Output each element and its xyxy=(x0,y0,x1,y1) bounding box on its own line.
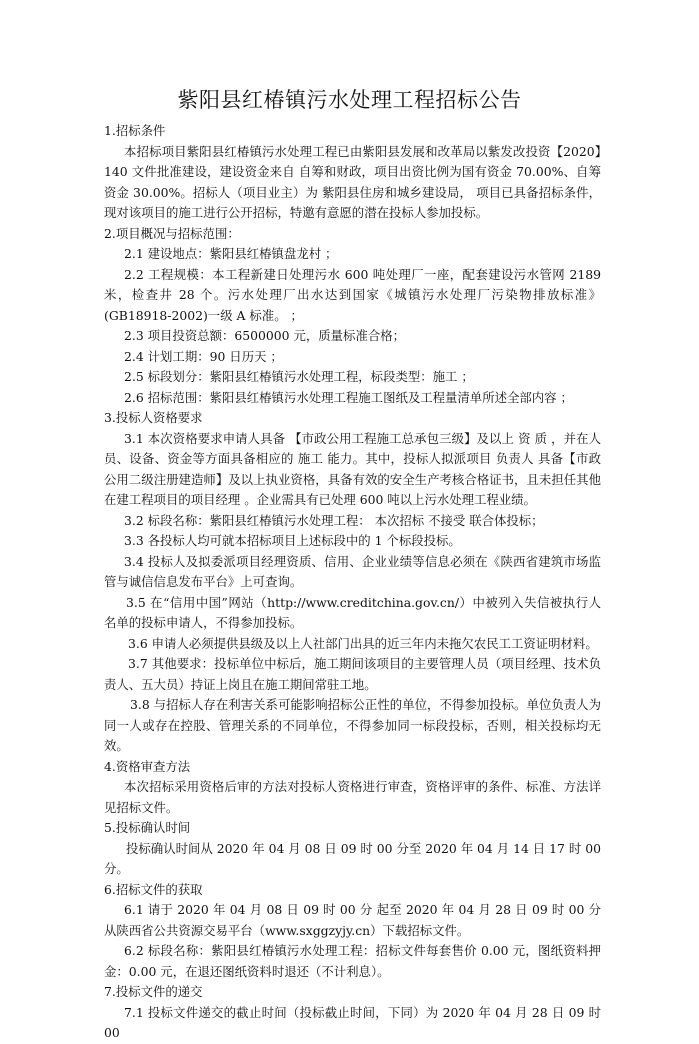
section-heading: 6.招标文件的获取 xyxy=(104,881,203,897)
paragraph: 6.2 标段名称：紫阳县红椿镇污水处理工程：招标文件每套售价 0.00 元，图纸资料押金：0.00 元，在退还图纸资料时退还（不计利息）。 xyxy=(104,943,601,979)
paragraph: 2.3 项目投资总额：6500000 元，质量标准合格； xyxy=(124,328,406,343)
paragraph: 3.2 标段名称：紫阳县红椿镇污水处理工程： 本次招标 不接受 联合体投标； xyxy=(124,512,544,528)
paragraph: 投标确认时间从 2020 年 04 月 08 日 09 时 00 分至 2020 年 04 月 14 日 17 时 00 分。 xyxy=(104,840,601,876)
paragraph: 3.6 申请人必须提供县级及以上人社部门出具的近三年内未拖欠农民工工资证明材料。 xyxy=(128,635,598,651)
section-heading: 5.投标确认时间 xyxy=(104,820,191,835)
paragraph: 2.4 计划工期：90 日历天 ； xyxy=(124,348,283,364)
document-body xyxy=(104,121,601,1044)
section-heading: 4.资格审查方法 xyxy=(104,758,191,774)
paragraph: 6.1 请于 2020 年 04 月 08 日 09 时 00 分 起至 2020 年 04 月 28 日 09 时 00 分从陕西省公共资源交易平台（www.sxggzyjy.cn）下载招标文件。 xyxy=(104,902,601,938)
paragraph: 3.8 与招标人存在利害关系可能影响招标公正性的单位，不得参加投标。单位负责人为同一人或存在控股、管理关系的不同单位，不得参加同一标段投标，否则，相关投标均无效。 xyxy=(104,697,601,753)
paragraph: 3.5 在“信用中国”网站（http://www.creditchina.gov.cn/）中被列入失信被执行人名单的投标申请人，不得参加投标。 xyxy=(104,594,601,630)
paragraph: 7.1 投标文件递交的截止时间（投标截止时间，下同）为 2020 年 04 月 28 日 09 时 00 xyxy=(104,1004,601,1040)
section-heading: 3.投标人资格要求 xyxy=(104,410,203,425)
paragraph: 3.4 投标人及拟委派项目经理资质、信用、企业业绩等信息必须在《陕西省建筑市场监管与诚信信息发布平台》上可查询。 xyxy=(104,553,601,589)
paragraph: 2.1 建设地点：紫阳县红椿镇盘龙村 ； xyxy=(124,246,338,261)
paragraph: 本次招标采用资格后审的方法对投标人资格进行审查，资格评审的条件、标准、方法详见招标文件。 xyxy=(104,779,601,815)
paragraph: 3.7 其他要求：投标单位中标后，施工期间该项目的主要管理人员（项目经理、技术负责人、五大员）持证上岗且在施工期间常驻工地。 xyxy=(104,656,601,692)
paragraph: 2.5 标段划分：紫阳县红椿镇污水处理工程，标段类型：施工 ； xyxy=(124,369,474,384)
section-heading: 2.项目概况与招标范围： xyxy=(104,225,240,241)
paragraph: 2.6 招标范围：紫阳县红椿镇污水处理工程施工图纸及工程量清单所述全部内容 ； xyxy=(124,389,573,405)
paragraph: 3.1 本次资格要求申请人具备 【市政公用工程施工总承包三级】及以上 资 质 ，并在人员、设备、资金等方面具备相应的 施工 能力。其中，投标人拟派项目 负责人 具备【市政公用二级注册建造师】及以上执业资格，具备有效的安全生产考核合格证书，且未担任其他在建工程项目的项目经理 。企业需具有已处理 600 吨以上污水处理工程业绩。 xyxy=(104,430,601,507)
paragraph: 本招标项目紫阳县红椿镇污水处理工程已由紫阳县发展和改革局以紫发改投资【2020】140 文件批准建设，建设资金来自 自筹和财政，项目出资比例为国有资金 70.00%、自筹资金 30.00%。招标人（项目业主）为 紫阳县住房和城乡建设局， 项目已具备招标条件， 现对该项目的施工进行公开招标，特邀有意愿的潜在投标人参加投标。 xyxy=(104,143,601,220)
paragraph: 3.3 各投标人均可就本招标项目上述标段中的 1 个标段投标。 xyxy=(124,533,461,548)
section-heading: 1.招标条件 xyxy=(104,123,166,138)
page-title: 紫阳县红椿镇污水处理工程招标公告 xyxy=(177,88,522,112)
section-heading: 7.投标文件的递交 xyxy=(104,984,203,999)
paragraph: 2.2 工程规模：本工程新建日处理污水 600 吨处理厂一座，配套建设污水管网 2189 米，检查井 28 个。污水处理厂出水达到国家《城镇污水处理厂污染物排放标准》(GB18918-2002)一级 A 标准。 ； xyxy=(104,266,601,323)
